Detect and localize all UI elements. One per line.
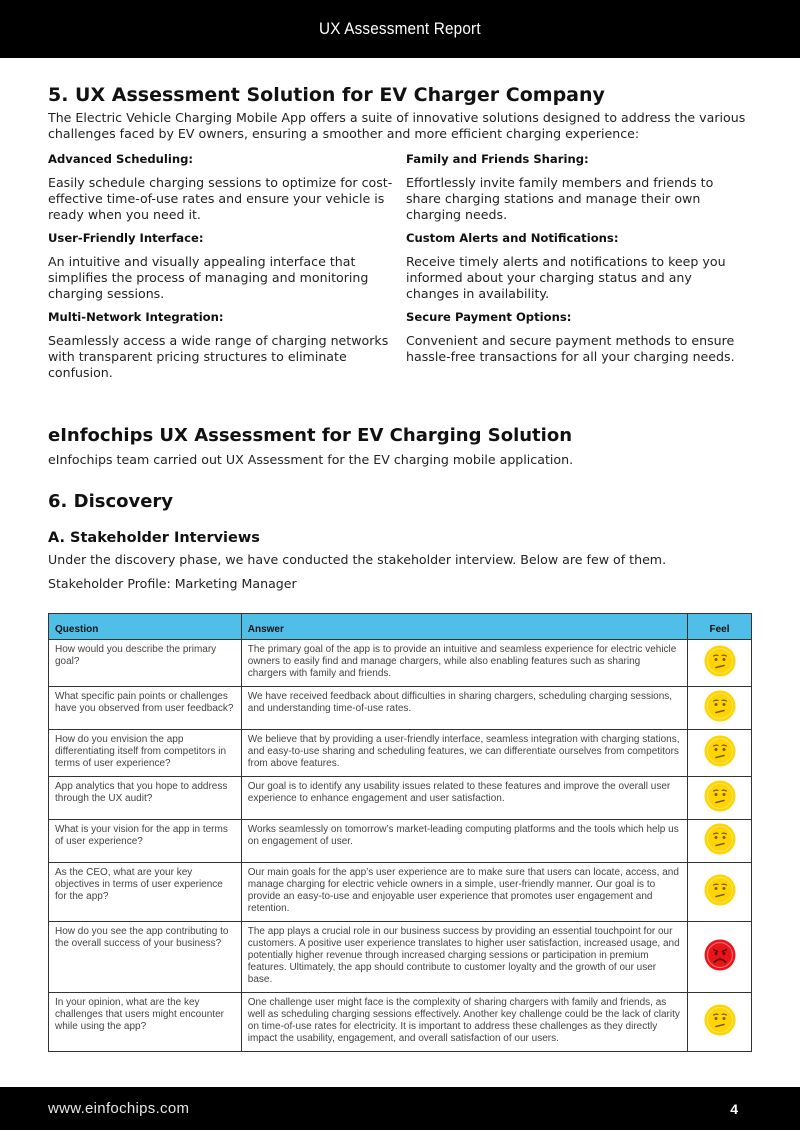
stakeholder-profile: Stakeholder Profile: Marketing Manager (48, 576, 297, 591)
feature-advanced-scheduling (48, 152, 406, 223)
feature-text: Seamlessly access a wide range of charging networks with transparent pricing structures to eliminate confusion. (48, 333, 389, 380)
answer-cell: Our main goals for the app’s user experience are to make sure that users can locate, access, and manage charging for electric vehicle owners in a simple, user-friendly manner. Our goal is to provide an easy-to-use and enjoyable user experience that promotes user engagement and retention. (241, 863, 687, 922)
question-cell: How would you describe the primary goal? (49, 640, 242, 687)
sad-face-icon (703, 938, 737, 972)
question-cell: What specific pain points or challenges have you observed from user feedback? (49, 687, 242, 730)
table-body (49, 640, 752, 1052)
feature-text: Easily schedule charging sessions to optimize for cost-effective time-of-use rates and ensure your vehicle is ready when you need it. (48, 175, 393, 222)
table-header-row (49, 614, 752, 640)
feature-custom-alerts (406, 231, 752, 302)
column-header-feel: Feel (688, 614, 752, 640)
feature-title: Family and Friends Sharing: (406, 152, 589, 166)
table-row (49, 922, 752, 993)
answer-cell: Our goal is to identify any usability issues related to these features and improve the overall user experience to enhance engagement and user satisfaction. (241, 777, 687, 820)
feel-cell (688, 993, 752, 1052)
feature-text: Effortlessly invite family members and friends to share charging stations and manage their own charging needs. (406, 175, 714, 222)
footer-url[interactable]: www.einfochips.com (48, 1100, 190, 1117)
answer-cell: We have received feedback about difficulties in sharing chargers, scheduling charging sessions, and understanding time-of-use rates. (241, 687, 687, 730)
neutral-face-icon (703, 1003, 737, 1037)
features-grid (48, 152, 752, 389)
question-cell: As the CEO, what are your key objectives in terms of user experience for the app? (49, 863, 242, 922)
neutral-face-icon (703, 644, 737, 678)
feel-cell (688, 640, 752, 687)
feature-title: Secure Payment Options: (406, 310, 572, 324)
feature-text: Convenient and secure payment methods to ensure hassle-free transactions for all your charging needs. (406, 333, 735, 364)
answer-cell: We believe that by providing a user-friendly interface, seamless integration with charging stations, and easy-to-use sharing and scheduling features, we can differentiate ourselves from competitors from above features. (241, 730, 687, 777)
feature-secure-payment (406, 310, 752, 381)
neutral-face-icon (703, 779, 737, 813)
page-number: 4 (730, 1100, 738, 1117)
section-6-heading: 6. Discovery (48, 491, 174, 512)
stakeholder-table (48, 613, 752, 1052)
discovery-text: Under the discovery phase, we have conducted the stakeholder interview. Below are few of them. (48, 552, 667, 567)
feel-cell (688, 922, 752, 993)
question-cell: How do you see the app contributing to the overall success of your business? (49, 922, 242, 993)
stakeholder-interviews-heading: A. Stakeholder Interviews (48, 530, 260, 546)
feature-user-friendly-interface (48, 231, 406, 302)
feel-cell (688, 863, 752, 922)
header-title: UX Assessment Report (319, 19, 481, 38)
answer-cell: The app plays a crucial role in our business success by providing an essential touchpoint for our customers. A positive user experience translates to higher user satisfaction, increased usage, and potentially higher revenue through increased charging sessions or participation in premium features. Ultimately, the app should contribute to customer loyalty and the growth of our user base. (241, 922, 687, 993)
feel-cell (688, 820, 752, 863)
neutral-face-icon (703, 822, 737, 856)
question-cell: In your opinion, what are the key challenges that users might encounter while using the app? (49, 993, 242, 1052)
answer-cell: Works seamlessly on tomorrow’s market-leading computing platforms and the tools which help us on engagement of user. (241, 820, 687, 863)
feature-title: Advanced Scheduling: (48, 152, 194, 166)
table-row (49, 777, 752, 820)
question-cell: How do you envision the app differentiating itself from competitors in terms of user experience? (49, 730, 242, 777)
feel-cell (688, 730, 752, 777)
question-cell: App analytics that you hope to address through the UX audit? (49, 777, 242, 820)
column-header-question: Question (49, 614, 242, 640)
assessment-heading: eInfochips UX Assessment for EV Charging Solution (48, 425, 573, 446)
main-content (48, 84, 752, 592)
footer-bar (0, 1087, 800, 1130)
neutral-face-icon (703, 689, 737, 723)
neutral-face-icon (703, 873, 737, 907)
answer-cell: One challenge user might face is the complexity of sharing chargers with family and friends, as well as scheduling charging sessions effectively. Another key challenge could be the lack of clarity on time-of-use rates for electricity. It is important to address these challenges as they directly impact the usability, engagement, and overall satisfaction of our users. (241, 993, 687, 1052)
feature-text: An intuitive and visually appealing interface that simplifies the process of managing and monitoring charging sessions. (48, 254, 369, 301)
feel-cell (688, 687, 752, 730)
feature-title: Multi-Network Integration: (48, 310, 224, 324)
table-row (49, 687, 752, 730)
feature-family-sharing (406, 152, 752, 223)
table-row (49, 863, 752, 922)
feature-text: Receive timely alerts and notifications to keep you informed about your charging status and any changes in availability. (406, 254, 726, 301)
answer-cell: The primary goal of the app is to provide an intuitive and seamless experience for electric vehicle owners to easily find and manage chargers, while also enabling features such as sharing chargers with family and friends. (241, 640, 687, 687)
feel-cell (688, 777, 752, 820)
table-row (49, 640, 752, 687)
header-bar (0, 0, 800, 58)
question-cell: What is your vision for the app in terms of user experience? (49, 820, 242, 863)
table-row (49, 993, 752, 1052)
table-row (49, 820, 752, 863)
section-5-heading: 5. UX Assessment Solution for EV Charger Company (48, 84, 605, 106)
feature-title: User-Friendly Interface: (48, 231, 204, 245)
feature-title: Custom Alerts and Notifications: (406, 231, 619, 245)
table-row (49, 730, 752, 777)
assessment-text: eInfochips team carried out UX Assessment for the EV charging mobile application. (48, 452, 574, 467)
neutral-face-icon (703, 734, 737, 768)
section-5-intro: The Electric Vehicle Charging Mobile App offers a suite of innovative solutions designed to address the various challenges faced by EV owners, ensuring a smoother and more efficient charging experience: (48, 110, 746, 141)
feature-multi-network (48, 310, 406, 381)
column-header-answer: Answer (241, 614, 687, 640)
